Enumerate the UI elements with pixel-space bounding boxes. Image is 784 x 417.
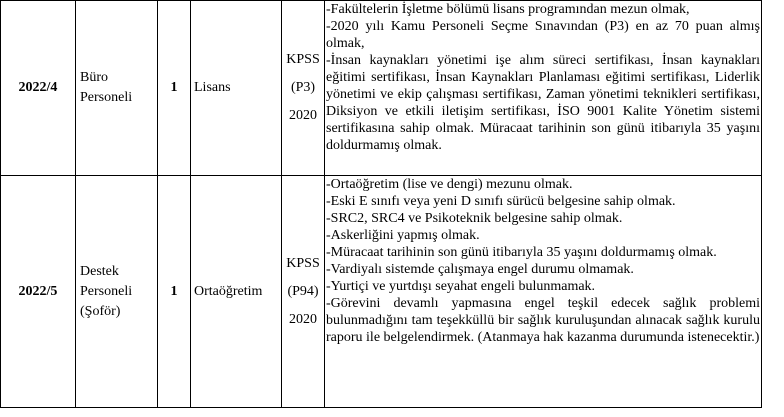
- education-level: Ortaöğretim: [191, 176, 282, 408]
- requirement-item: -İnsan kaynakları yönetimi işe alım süreci sertifikası, İnsan kaynakları eğitimi sertifikası, İnsan Kaynakları Planlaması eğitimi sertifikası, Liderlik yönetimi ve ekip çalışması sertifikası, Zaman yönetimi teknikleri sertifikası, Diksiyon ve etkili iletişim sertifikası, İSO 9001 Kalite Yönetim sistemi sertifikasına sahip olmak. Müracaat tarihinin son günü itibarıyla 35 yaşını doldurmamış olmak.: [326, 53, 760, 153]
- exam-info: KPSS (P94) 2020: [282, 176, 325, 408]
- table-row: [1, 1, 762, 176]
- requirement-item: -2020 yılı Kamu Personeli Seçme Sınavından (P3) en az 70 puan almış olmak,: [326, 19, 760, 51]
- requirement-item: -Fakültelerin İşletme bölümü lisans programından mezun olmak,: [326, 2, 690, 17]
- requirement-item: -SRC2, SRC4 ve Psikoteknik belgesine sahip olmak.: [326, 211, 623, 226]
- education-level: Lisans: [191, 1, 282, 176]
- requirement-item: -Ortaöğretim (lise ve dengi) mezunu olmak.: [326, 177, 573, 192]
- position-title: Büro Personeli: [76, 1, 158, 176]
- requirement-item: -Yurtiçi ve yurtdışı seyahat engeli bulunmamak.: [326, 279, 596, 294]
- requirement-item: -Görevini devamlı yapmasına engel teşkil edecek sağlık problemi bulunmadığını tam teşekküllü bir sağlık kuruluşundan alınacak sağlık kurulu raporu ile belgelendirmek. (Atanmaya hak kazanma durumunda istenecektir.): [326, 296, 760, 345]
- requirement-item: -Eski E sınıfı veya yeni D sınıfı sürücü belgesine sahip olmak.: [326, 194, 676, 209]
- requirements: [325, 1, 762, 176]
- requirement-item: -Vardiyalı sistemde çalışmaya engel durumu olmamak.: [326, 262, 634, 277]
- requirements: [325, 176, 762, 408]
- table-row: [1, 176, 762, 408]
- position-code: 2022/4: [1, 1, 76, 176]
- position-count: 1: [158, 1, 191, 176]
- position-code: 2022/5: [1, 176, 76, 408]
- requirement-item: -Müracaat tarihinin son günü itibarıyla 35 yaşını doldurmamış olmak.: [326, 245, 717, 260]
- position-title: Destek Personeli (Şoför): [76, 176, 158, 408]
- position-count: 1: [158, 176, 191, 408]
- requirement-item: -Askerliğini yapmış olmak.: [326, 228, 480, 243]
- exam-info: KPSS (P3) 2020: [282, 1, 325, 176]
